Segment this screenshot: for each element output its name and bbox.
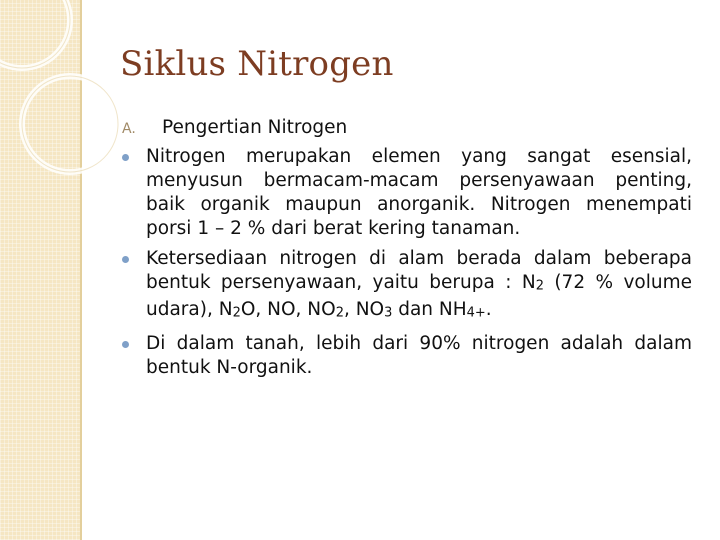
- section-heading: [122, 116, 692, 141]
- section-title: Pengertian Nitrogen: [162, 117, 348, 138]
- bullet-dot-icon: [122, 332, 146, 348]
- bullet-item: [122, 145, 692, 241]
- slide-content: [122, 116, 692, 386]
- bullet-text: Di dalam tanah, lebih dari 90% nitrogen adalah dalam bentuk N-organik.: [146, 332, 692, 378]
- bullet-text: Nitrogen merupakan elemen yang sangat esensial, menyusun bermacam-macam persenyawaan penting, baik organik maupun anorganik. Nitrogen menempati porsi 1 – 2 % dari berat kering tanaman.: [146, 146, 692, 239]
- decorative-rings: [0, 0, 120, 540]
- section-marker: A.: [122, 121, 136, 137]
- bullet-dot-icon: [122, 247, 146, 263]
- slide-title: Siklus Nitrogen: [120, 44, 394, 84]
- bullet-item: [122, 247, 692, 326]
- bullet-text: Ketersediaan nitrogen di alam berada dalam beberapa bentuk persenyawaan, yaitu berupa : $N_2$ (72 % volume udara), $N_2O$, NO, $NO_2$, $NO_3$ dan $NH_{4+}$.: [146, 248, 692, 321]
- bullet-item: [122, 332, 692, 380]
- bullet-dot-icon: [122, 145, 146, 161]
